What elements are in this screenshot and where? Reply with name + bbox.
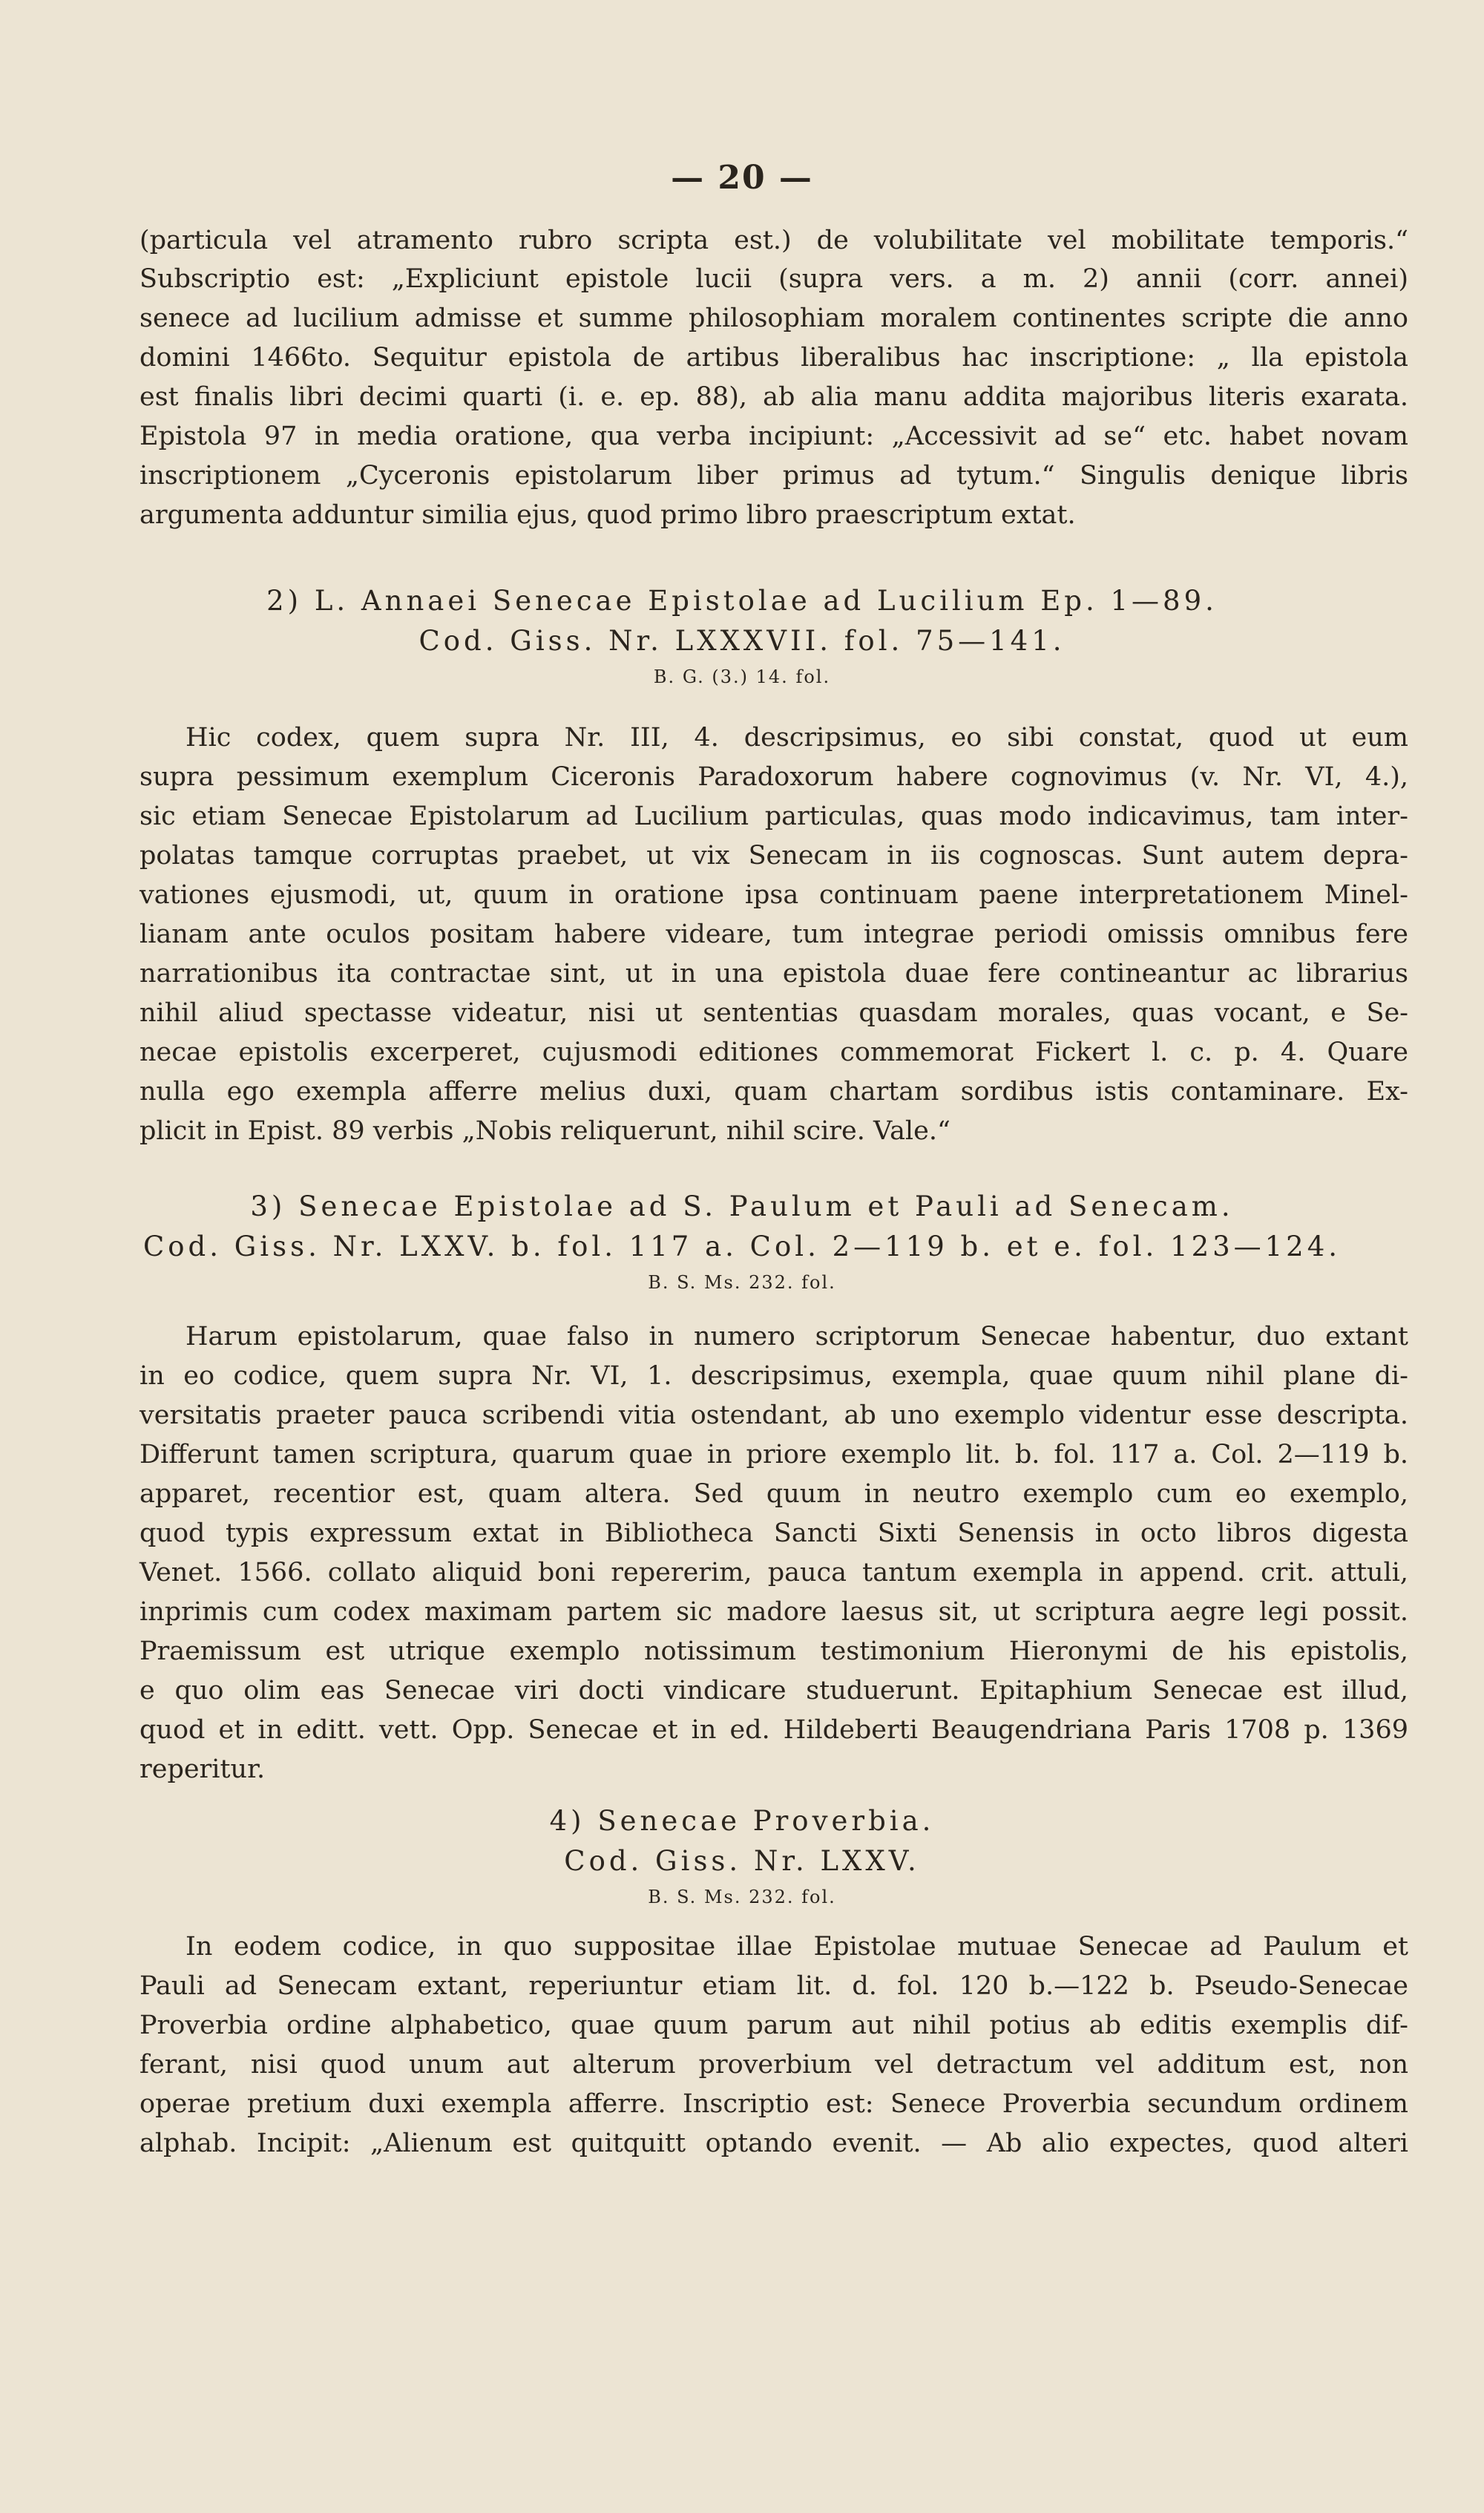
shelfmark: B. S. Ms. 232. fol. [648,1272,836,1293]
codex-reference: Cod. Giss. Nr. LXXV. [564,1845,920,1877]
text-line: In eodem codice, in quo suppositae illae Epistolae mutuae Senecae ad Paulum et [186,1932,1408,1962]
text-line: necae epistolis excerperet, cujusmodi editiones commemorat Fickert l. c. p. 4. Quare [139,1038,1408,1067]
text-line: polatas tamque corruptas praebet, ut vix Senecam in iis cognoscas. Sunt autem depra- [139,841,1408,871]
text-line: apparet, recentior est, quam altera. Sed quum in neutro exemplo cum eo exemplo, [139,1479,1408,1509]
text-line: nulla ego exempla afferre melius duxi, quam chartam sordibus istis contaminare. Ex- [139,1077,1408,1107]
text-line: argumenta adduntur similia ejus, quod primo libro praescriptum extat. [139,500,1076,530]
text-line: Harum epistolarum, quae falso in numero scriptorum Senecae habentur, duo extant [186,1322,1408,1351]
section-heading: 3) Senecae Epistolae ad S. Paulum et Pauli ad Senecam. [250,1190,1234,1222]
text-line: vationes ejusmodi, ut, quum in oratione ipsa continuam paene interpretationem Minel- [139,880,1408,910]
text-line: domini 1466to. Sequitur epistola de artibus liberalibus hac inscriptione: „ lla epistola [139,343,1408,373]
text-line: senece ad lucilium admisse et summe philosophiam moralem continentes scripte die anno [139,304,1408,333]
text-line: narrationibus ita contractae sint, ut in una epistola duae fere contineantur ac librarius [139,959,1408,989]
text-line: quod et in editt. vett. Opp. Senecae et in ed. Hildeberti Beaugendriana Paris 1708 p. 1369 [139,1715,1408,1745]
text-line: in eo codice, quem supra Nr. VI, 1. descripsimus, exempla, quae quum nihil plane di- [139,1361,1408,1391]
text-line: alphab. Incipit: „Alienum est quitquitt optando evenit. — Ab alio expectes, quod alteri [139,2129,1408,2158]
text-line: lianam ante oculos positam habere videare, tum integrae periodi omissis omnibus fere [139,920,1408,949]
text-line: quod typis expressum extat in Bibliotheca Sancti Sixti Senensis in octo libros digesta [139,1518,1408,1548]
section-heading: 4) Senecae Proverbia. [549,1805,935,1837]
text-line: ferant, nisi quod unum aut alterum proverbium vel detractum vel additum est, non [139,2050,1408,2080]
page-number: — 20 — [671,159,813,197]
text-line: inprimis cum codex maximam partem sic madore laesus sit, ut scriptura aegre legi possit. [139,1597,1408,1627]
text-line: nihil aliud spectasse videatur, nisi ut sententias quasdam morales, quas vocant, e Se- [139,998,1408,1028]
text-line: versitatis praeter pauca scribendi vitia ostendant, ab uno exemplo videntur esse descripta. [139,1400,1408,1430]
text-line: est finalis libri decimi quarti (i. e. ep. 88), ab alia manu addita majoribus literis exarata. [139,382,1408,412]
text-line: Venet. 1566. collato aliquid boni repererim, pauca tantum exempla in append. crit. attuli, [139,1558,1408,1588]
text-line: Hic codex, quem supra Nr. III, 4. descripsimus, eo sibi constat, quod ut eum [186,723,1408,753]
codex-reference: Cod. Giss. Nr. LXXXVII. fol. 75—141. [418,625,1066,657]
text-line: Praemissum est utrique exemplo notissimum testimonium Hieronymi de his epistolis, [139,1636,1408,1666]
text-line: Pauli ad Senecam extant, reperiuntur etiam lit. d. fol. 120 b.—122 b. Pseudo-Senecae [139,1971,1408,2001]
text-line: inscriptionem „Cyceronis epistolarum liber primus ad tytum.“ Singulis denique libris [139,461,1408,491]
text-line: Subscriptio est: „Expliciunt epistole lucii (supra vers. a m. 2) annii (corr. annei) [139,264,1408,294]
text-line: Epistola 97 in media oratione, qua verba incipiunt: „Accessivit ad se“ etc. habet novam [139,422,1408,451]
codex-reference: Cod. Giss. Nr. LXXV. b. fol. 117 a. Col. 2—119 b. et e. fol. 123—124. [142,1231,1342,1262]
shelfmark: B. G. (3.) 14. fol. [653,666,831,687]
shelfmark: B. S. Ms. 232. fol. [648,1887,836,1907]
text-line: Differunt tamen scriptura, quarum quae in priore exemplo lit. b. fol. 117 a. Col. 2—119 b. [139,1440,1408,1470]
text-line: plicit in Epist. 89 verbis „Nobis reliquerunt, nihil scire. Vale.“ [139,1116,951,1146]
text-line: reperitur. [139,1754,266,1784]
text-line: sic etiam Senecae Epistolarum ad Lucilium particulas, quas modo indicavimus, tam inter- [139,802,1408,831]
text-line: (particula vel atramento rubro scripta est.) de volubilitate vel mobilitate temporis.“ [139,226,1408,255]
text-line: Proverbia ordine alphabetico, quae quum parum aut nihil potius ab editis exemplis dif- [139,2011,1408,2040]
text-line: e quo olim eas Senecae viri docti vindicare studuerunt. Epitaphium Senecae est illud, [139,1676,1408,1706]
section-heading: 2) L. Annaei Senecae Epistolae ad Lucilium Ep. 1—89. [266,585,1218,617]
text-line: operae pretium duxi exempla afferre. Inscriptio est: Senece Proverbia secundum ordinem [139,2089,1408,2119]
text-line: supra pessimum exemplum Ciceronis Paradoxorum habere cognovimus (v. Nr. VI, 4.), [139,762,1408,792]
